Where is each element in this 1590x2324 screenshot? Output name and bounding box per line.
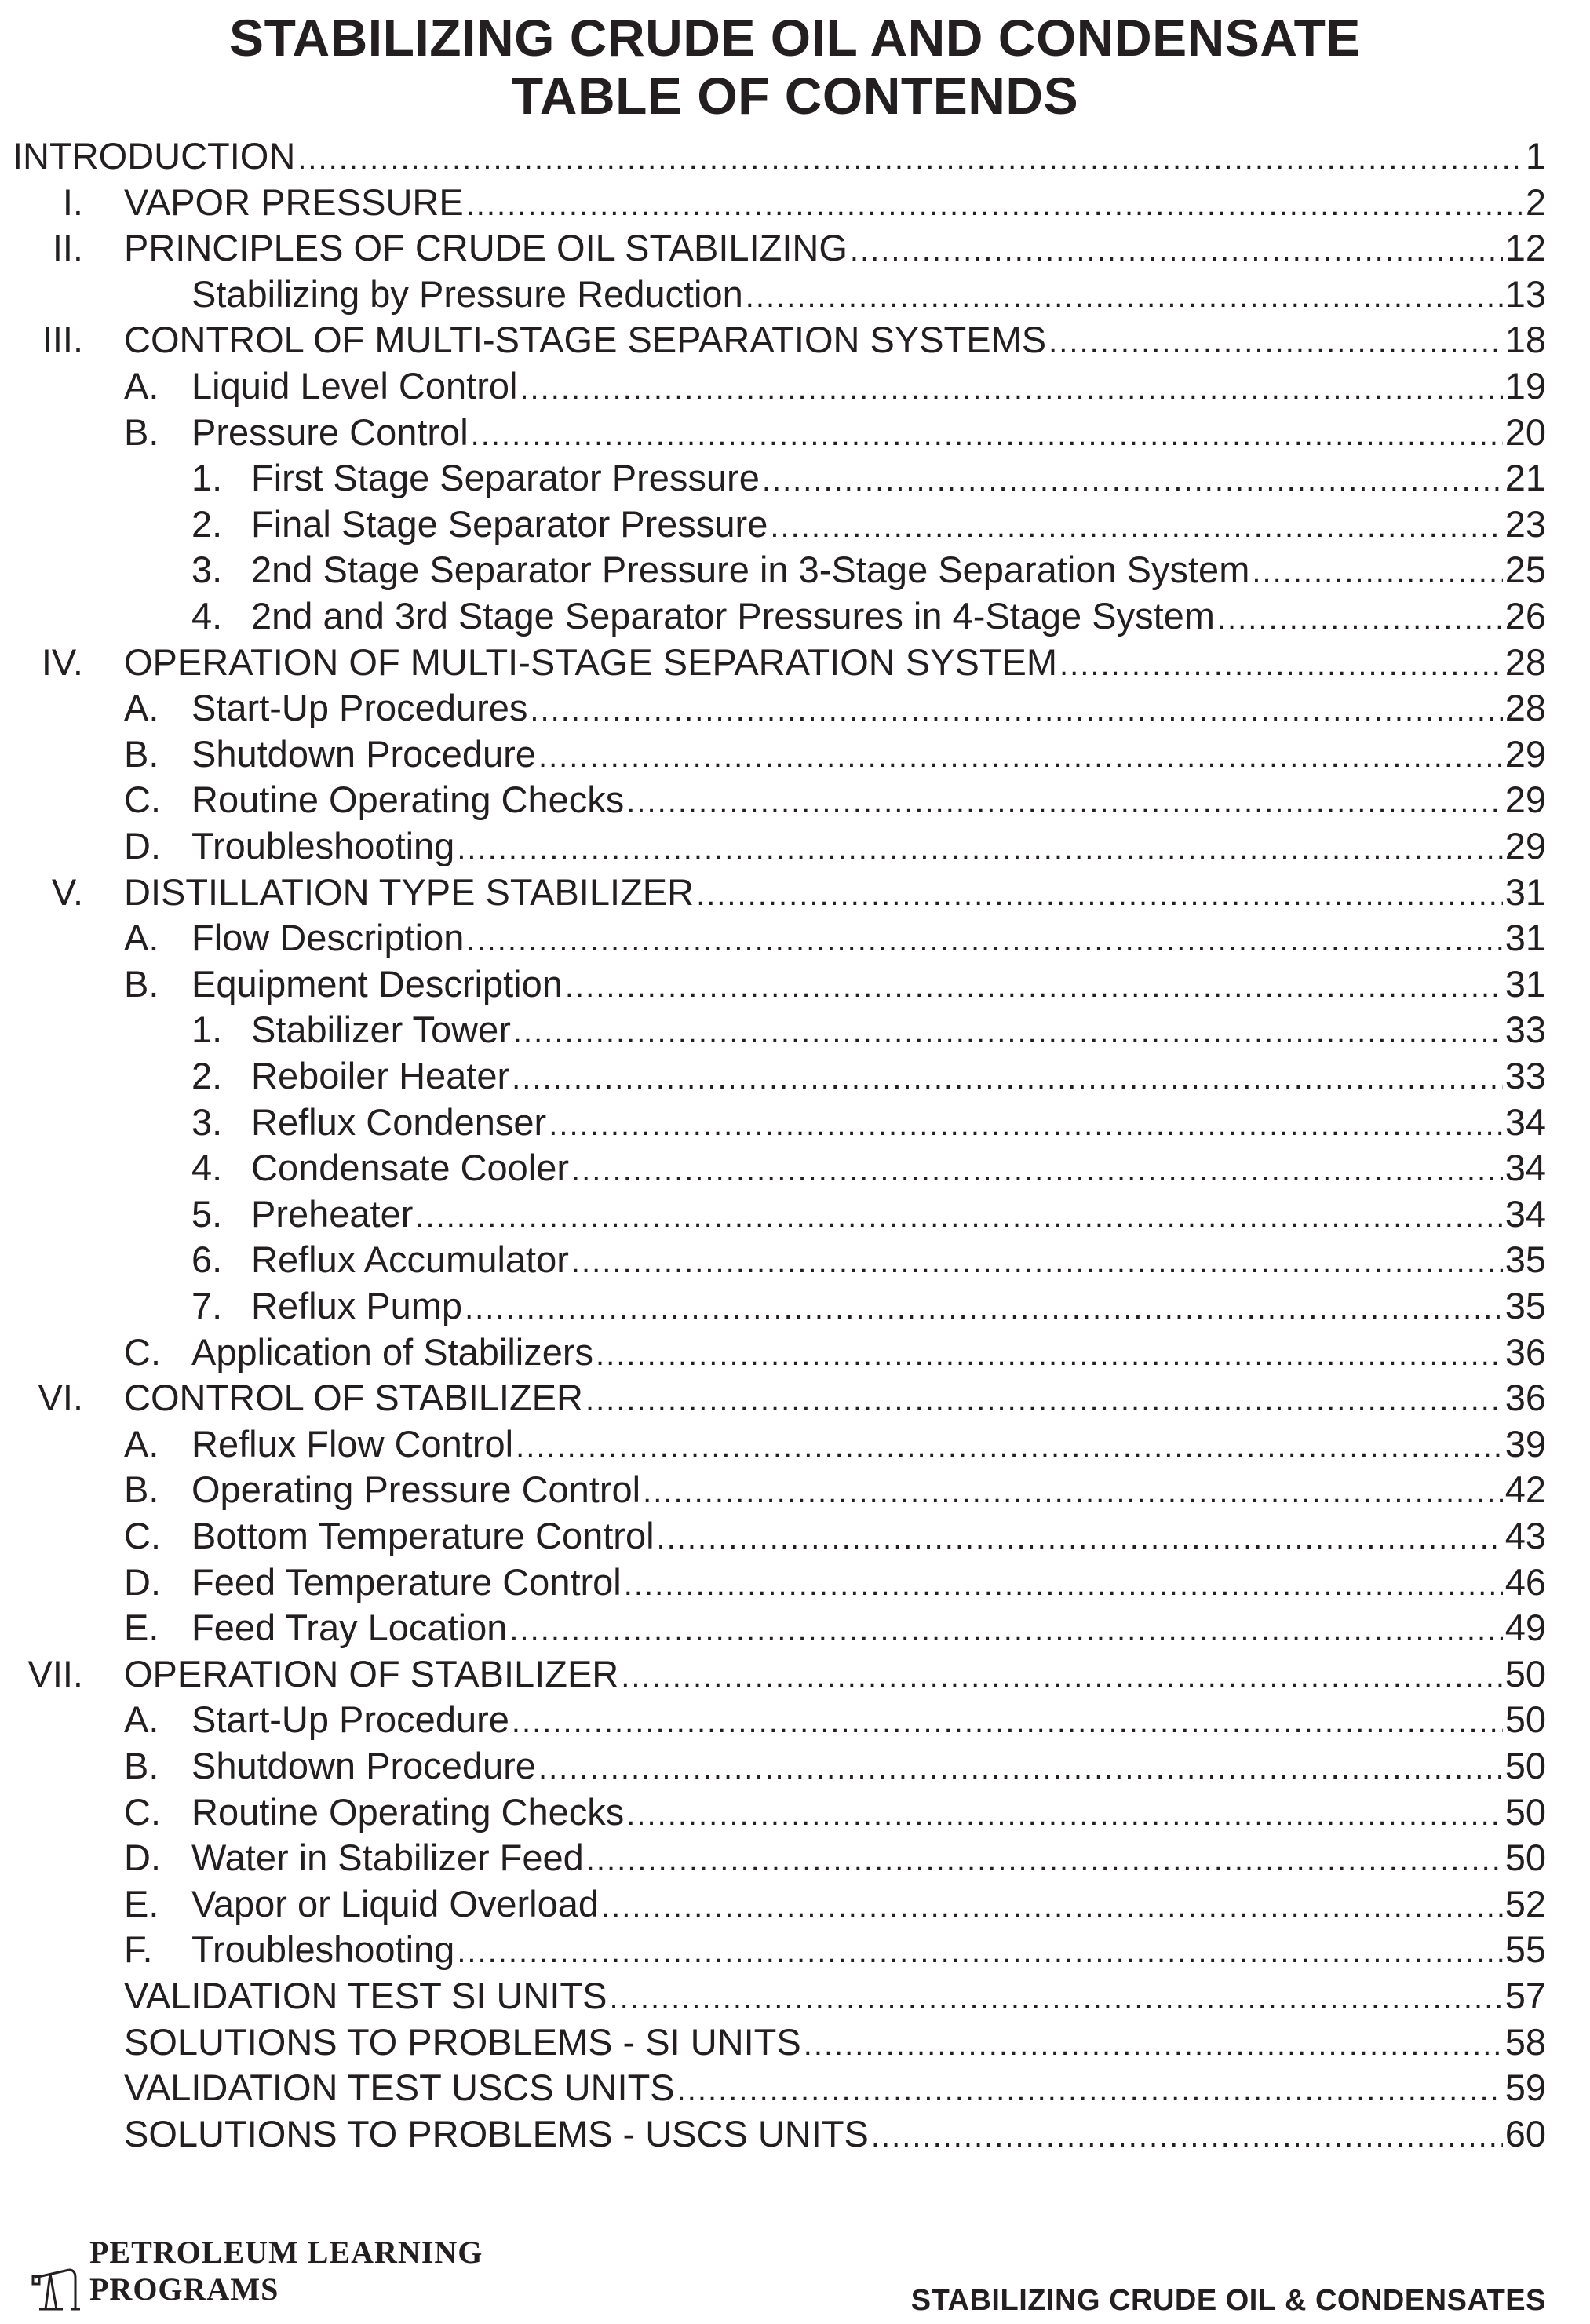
toc-entry-line bbox=[251, 1100, 1546, 1147]
toc-entry-line bbox=[124, 870, 1546, 918]
toc-entry-marker: B. bbox=[124, 410, 159, 453]
leader-dots bbox=[746, 274, 1503, 319]
toc-entry bbox=[0, 2019, 1590, 2065]
toc-entry-page: 42 bbox=[1504, 1468, 1546, 1511]
leader-dots bbox=[1059, 642, 1503, 688]
toc-entry-title: Application of Stabilizers bbox=[191, 1330, 594, 1373]
toc-entry-line bbox=[191, 1421, 1546, 1469]
leader-dots bbox=[538, 1746, 1503, 1791]
toc-entry-line bbox=[124, 2111, 1546, 2159]
toc-entry-marker: C. bbox=[124, 779, 161, 821]
leader-dots bbox=[657, 1516, 1503, 1561]
toc-entry-page: 28 bbox=[1504, 687, 1546, 729]
toc-entry-title: Liquid Level Control bbox=[191, 365, 518, 407]
toc-entry-line bbox=[124, 1973, 1546, 2021]
leader-dots bbox=[512, 1699, 1503, 1745]
toc-entry bbox=[0, 1605, 1590, 1651]
toc-entry-title: 2nd and 3rd Stage Separator Pressures in 4-Stage System bbox=[251, 595, 1215, 637]
toc-entry bbox=[0, 1743, 1590, 1789]
toc-entry-numeral: V. bbox=[51, 870, 83, 913]
leader-dots bbox=[549, 1102, 1503, 1147]
toc-entry-page: 36 bbox=[1504, 1330, 1546, 1373]
leader-dots bbox=[601, 1884, 1503, 1929]
toc-entry-page: 28 bbox=[1504, 640, 1546, 683]
toc-entry-page: 58 bbox=[1504, 2020, 1546, 2063]
leader-dots bbox=[585, 1377, 1503, 1423]
toc-entry bbox=[0, 272, 1590, 317]
toc-entry bbox=[0, 1560, 1590, 1605]
toc-entry-page: 49 bbox=[1504, 1607, 1546, 1649]
toc-entry-page: 2 bbox=[1525, 181, 1546, 223]
toc-entry-title: VALIDATION TEST SI UNITS bbox=[124, 1975, 607, 2016]
toc-entry-line bbox=[191, 1697, 1546, 1745]
toc-entry-marker: A. bbox=[124, 365, 159, 407]
toc-entry-page: 50 bbox=[1504, 1790, 1546, 1833]
toc-entry-marker: A. bbox=[124, 1698, 159, 1741]
toc-entry-title: Routine Operating Checks bbox=[191, 1790, 625, 1833]
toc-entry-title: DISTILLATION TYPE STABILIZER bbox=[124, 870, 695, 913]
toc-entry bbox=[0, 1145, 1590, 1191]
toc-entry-page: 21 bbox=[1504, 457, 1546, 499]
toc-entry-page: 20 bbox=[1504, 410, 1546, 453]
toc-entry-line bbox=[124, 2019, 1546, 2067]
toc-entry-page: 31 bbox=[1504, 870, 1546, 913]
toc-entry-line bbox=[191, 1743, 1546, 1791]
running-footer: STABILIZING CRUDE OIL & CONDENSATES bbox=[910, 2284, 1546, 2317]
toc-entry-marker: A. bbox=[124, 687, 159, 729]
leader-dots bbox=[1252, 549, 1502, 595]
toc-entry-line bbox=[13, 133, 1546, 181]
toc-entry-numeral: II. bbox=[52, 227, 83, 269]
leader-dots bbox=[596, 1332, 1503, 1377]
toc-entry bbox=[0, 2111, 1590, 2157]
toc-entry-title: Shutdown Procedure bbox=[191, 732, 536, 775]
toc-entry-page: 25 bbox=[1504, 549, 1546, 591]
toc-entry-page: 1 bbox=[1525, 135, 1546, 177]
publisher-logo bbox=[31, 2235, 518, 2312]
toc-entry-title: PRINCIPLES OF CRUDE OIL STABILIZING bbox=[124, 227, 848, 269]
toc-entry-line bbox=[191, 272, 1546, 319]
leader-dots bbox=[696, 872, 1503, 918]
toc-entry bbox=[0, 777, 1590, 823]
toc-entry bbox=[0, 961, 1590, 1007]
toc-entry bbox=[0, 1927, 1590, 1972]
toc-entry-page: 35 bbox=[1504, 1285, 1546, 1326]
toc-entry-page: 33 bbox=[1504, 1009, 1546, 1051]
toc-entry-title: Reflux Flow Control bbox=[191, 1422, 514, 1465]
toc-entry bbox=[0, 1237, 1590, 1282]
toc-entry-marker: B. bbox=[124, 1745, 159, 1786]
toc-entry-marker: 2. bbox=[191, 502, 223, 545]
toc-entry-marker: 2. bbox=[191, 1055, 223, 1096]
toc-entry-page: 18 bbox=[1504, 319, 1546, 361]
toc-entry-page: 50 bbox=[1504, 1837, 1546, 1879]
toc-entry-title: Feed Tray Location bbox=[191, 1607, 508, 1649]
toc-entry-marker: D. bbox=[124, 1837, 161, 1879]
toc-entry-page: 52 bbox=[1504, 1882, 1546, 1925]
toc-entry-title: Water in Stabilizer Feed bbox=[191, 1837, 584, 1879]
toc-entry-page: 60 bbox=[1504, 2112, 1546, 2154]
toc-entry-marker: 4. bbox=[191, 595, 223, 637]
leader-dots bbox=[471, 412, 1503, 458]
toc-entry bbox=[0, 1835, 1590, 1881]
toc-entry-line bbox=[191, 1513, 1546, 1561]
toc-entry-page: 36 bbox=[1504, 1377, 1546, 1419]
toc-entry-page: 34 bbox=[1504, 1147, 1546, 1189]
leader-dots bbox=[770, 504, 1502, 549]
leader-dots bbox=[513, 1009, 1503, 1055]
toc-entry bbox=[0, 915, 1590, 961]
toc-entry-title: 2nd Stage Separator Pressure in 3-Stage Separation System bbox=[251, 549, 1250, 591]
leader-dots bbox=[626, 779, 1502, 825]
toc-entry-title: Stabilizing by Pressure Reduction bbox=[191, 272, 743, 315]
leader-dots bbox=[512, 1056, 1503, 1101]
toc-entry-page: 43 bbox=[1504, 1515, 1546, 1556]
toc-entry-title: Stabilizer Tower bbox=[251, 1009, 511, 1051]
toc-entry-line bbox=[191, 915, 1546, 963]
toc-entry bbox=[0, 410, 1590, 455]
toc-entry bbox=[0, 1881, 1590, 1927]
toc-entry-title: CONTROL OF STABILIZER bbox=[124, 1377, 583, 1419]
toc-entry-page: 50 bbox=[1504, 1652, 1546, 1695]
toc-entry-line bbox=[191, 410, 1546, 458]
toc-entry-line bbox=[191, 1790, 1546, 1837]
toc-entry bbox=[0, 1100, 1590, 1145]
toc-entry bbox=[0, 640, 1590, 685]
toc-entry-title: INTRODUCTION bbox=[13, 135, 296, 177]
toc-entry-title: Operating Pressure Control bbox=[191, 1468, 641, 1511]
toc-entry-line bbox=[124, 317, 1546, 365]
toc-entry-page: 55 bbox=[1504, 1928, 1546, 1971]
toc-entry-marker: 6. bbox=[191, 1239, 223, 1281]
toc-entry bbox=[0, 1651, 1590, 1697]
toc-entry bbox=[0, 2065, 1590, 2111]
toc-entry bbox=[0, 685, 1590, 731]
toc-entry-title: SOLUTIONS TO PROBLEMS - USCS UNITS bbox=[124, 2112, 869, 2154]
toc-entry-marker: E. bbox=[124, 1607, 159, 1649]
toc-entry-marker: 1. bbox=[191, 1009, 223, 1051]
toc-entry-marker: 7. bbox=[191, 1285, 223, 1326]
toc-entry-page: 23 bbox=[1504, 502, 1546, 545]
leader-dots bbox=[415, 1194, 1502, 1239]
toc-entry-title: First Stage Separator Pressure bbox=[251, 457, 760, 499]
toc-entry-line bbox=[191, 1605, 1546, 1653]
toc-entry-page: 29 bbox=[1504, 825, 1546, 866]
toc-entry bbox=[0, 547, 1590, 593]
toc-entry bbox=[0, 1513, 1590, 1559]
leader-dots bbox=[538, 734, 1503, 779]
leader-dots bbox=[516, 1424, 1503, 1469]
leader-dots bbox=[643, 1469, 1503, 1515]
leader-dots bbox=[871, 2114, 1503, 2159]
leader-dots bbox=[850, 228, 1503, 273]
toc-entry-line bbox=[191, 823, 1546, 871]
toc-entry bbox=[0, 731, 1590, 777]
toc-entry-line bbox=[124, 1375, 1546, 1423]
toc-entry bbox=[0, 502, 1590, 547]
toc-entry-title: Shutdown Procedure bbox=[191, 1745, 536, 1786]
toc-entry-line bbox=[191, 1467, 1546, 1515]
toc-entry bbox=[0, 133, 1590, 179]
leader-dots bbox=[762, 458, 1503, 503]
toc-entry-title: Troubleshooting bbox=[191, 1928, 455, 1971]
leader-dots bbox=[804, 2022, 1503, 2067]
leader-dots bbox=[297, 136, 1523, 181]
toc-entry-marker: D. bbox=[124, 1560, 161, 1603]
oil-pump-jack-icon bbox=[31, 2262, 82, 2312]
toc-entry-line bbox=[251, 502, 1546, 549]
toc-entry-line bbox=[251, 1191, 1546, 1239]
toc-entry bbox=[0, 1330, 1590, 1375]
toc-entry-line bbox=[191, 1835, 1546, 1883]
toc-entry-title: VALIDATION TEST USCS UNITS bbox=[124, 2067, 675, 2109]
toc-entry bbox=[0, 1053, 1590, 1099]
toc-entry bbox=[0, 317, 1590, 363]
leader-dots bbox=[624, 1562, 1503, 1607]
toc-entry-line bbox=[124, 1651, 1546, 1699]
leader-dots bbox=[626, 1792, 1502, 1837]
toc-entry-marker: F. bbox=[124, 1928, 153, 1971]
leader-dots bbox=[586, 1837, 1503, 1883]
toc-entry-line bbox=[191, 731, 1546, 779]
toc-entry bbox=[0, 1191, 1590, 1237]
toc-entry bbox=[0, 1007, 1590, 1053]
toc-entry-marker: 1. bbox=[191, 457, 223, 499]
leader-dots bbox=[571, 1147, 1503, 1193]
toc-entry-page: 46 bbox=[1504, 1560, 1546, 1603]
toc-entry-page: 29 bbox=[1504, 779, 1546, 821]
toc-entry-title: Bottom Temperature Control bbox=[191, 1515, 655, 1556]
toc-entry-page: 34 bbox=[1504, 1100, 1546, 1143]
toc-entry-line bbox=[251, 1053, 1546, 1101]
toc-entry-marker: B. bbox=[124, 962, 159, 1005]
toc-entry-line bbox=[251, 1007, 1546, 1055]
toc-entry-marker: C. bbox=[124, 1790, 161, 1833]
toc-entry bbox=[0, 225, 1590, 271]
leader-dots bbox=[457, 1929, 1502, 1975]
toc-entry-line bbox=[124, 640, 1546, 688]
toc-entry-title: OPERATION OF STABILIZER bbox=[124, 1652, 619, 1695]
toc-entry-title: Pressure Control bbox=[191, 410, 469, 453]
toc-entry-page: 50 bbox=[1504, 1698, 1546, 1741]
toc-entry-numeral: IV. bbox=[41, 640, 83, 683]
leader-dots bbox=[609, 1976, 1502, 2021]
toc-entry-page: 39 bbox=[1504, 1422, 1546, 1465]
toc-entry-line bbox=[251, 547, 1546, 595]
toc-entry-line bbox=[251, 455, 1546, 503]
toc-entry-line bbox=[191, 363, 1546, 411]
toc-entry-page: 31 bbox=[1504, 917, 1546, 959]
toc-entry-page: 35 bbox=[1504, 1239, 1546, 1281]
toc-entry-line bbox=[191, 1927, 1546, 1975]
toc-entry bbox=[0, 1467, 1590, 1512]
toc-entry-title: CONTROL OF MULTI-STAGE SEPARATION SYSTEMS bbox=[124, 319, 1047, 361]
leader-dots bbox=[1217, 596, 1503, 641]
document-subtitle: TABLE OF CONTENDS bbox=[511, 67, 1079, 125]
toc-entry-title: Reflux Pump bbox=[251, 1285, 463, 1326]
leader-dots bbox=[457, 826, 1502, 871]
toc-entry-title: Reflux Accumulator bbox=[251, 1239, 569, 1281]
toc-entry bbox=[0, 1790, 1590, 1835]
toc-entry bbox=[0, 1375, 1590, 1421]
toc-entry-page: 59 bbox=[1504, 2067, 1546, 2109]
leader-dots bbox=[520, 366, 1502, 411]
toc-entry-title: Preheater bbox=[251, 1192, 414, 1235]
toc-entry-line bbox=[124, 225, 1546, 273]
leader-dots bbox=[509, 1607, 1502, 1653]
toc-entry bbox=[0, 823, 1590, 869]
toc-entry-line bbox=[191, 685, 1546, 733]
toc-entry-title: Vapor or Liquid Overload bbox=[191, 1882, 600, 1925]
toc-entry bbox=[0, 363, 1590, 409]
toc-entry-line bbox=[191, 1881, 1546, 1929]
toc-entry-page: 13 bbox=[1504, 272, 1546, 315]
toc-entry-title: Flow Description bbox=[191, 917, 465, 959]
leader-dots bbox=[621, 1654, 1502, 1699]
toc-entry-line bbox=[191, 777, 1546, 825]
toc-entry-line bbox=[251, 593, 1546, 641]
toc-entry-title: Condensate Cooler bbox=[251, 1147, 569, 1189]
toc-entry-title: Troubleshooting bbox=[191, 825, 455, 866]
leader-dots bbox=[1048, 319, 1503, 365]
leader-dots bbox=[530, 688, 1502, 733]
toc-entry-title: Equipment Description bbox=[191, 962, 563, 1005]
toc-entry-line bbox=[251, 1145, 1546, 1193]
toc-entry-marker: 4. bbox=[191, 1147, 223, 1189]
toc-entry-page: 31 bbox=[1504, 962, 1546, 1005]
toc-entry-page: 29 bbox=[1504, 732, 1546, 775]
toc-entry-marker: B. bbox=[124, 1468, 159, 1511]
toc-entry bbox=[0, 455, 1590, 501]
toc-entry-page: 33 bbox=[1504, 1055, 1546, 1096]
toc-entry-numeral: VII. bbox=[27, 1652, 83, 1695]
toc-entry-title: Feed Temperature Control bbox=[191, 1560, 622, 1603]
leader-dots bbox=[565, 964, 1503, 1009]
toc-entry-numeral: VI. bbox=[38, 1377, 83, 1419]
leader-dots bbox=[466, 918, 1502, 963]
toc-entry bbox=[0, 870, 1590, 915]
toc-entry-marker: B. bbox=[124, 732, 159, 775]
toc-entry-line bbox=[124, 2065, 1546, 2113]
toc-entry-numeral: I. bbox=[62, 181, 83, 223]
toc-entry-page: 12 bbox=[1504, 227, 1546, 269]
toc-entry-marker: D. bbox=[124, 825, 161, 866]
toc-entry bbox=[0, 180, 1590, 225]
toc-entry bbox=[0, 593, 1590, 639]
toc-entry-marker: A. bbox=[124, 917, 159, 959]
toc-entry-title: Final Stage Separator Pressure bbox=[251, 502, 768, 545]
toc-entry-line bbox=[251, 1283, 1546, 1331]
toc-entry bbox=[0, 1421, 1590, 1467]
toc-entry-page: 50 bbox=[1504, 1745, 1546, 1786]
toc-entry-page: 19 bbox=[1504, 365, 1546, 407]
toc-entry-numeral: III. bbox=[42, 319, 83, 361]
toc-entry-marker: C. bbox=[124, 1330, 161, 1373]
toc-entry-marker: C. bbox=[124, 1515, 161, 1556]
toc-entry-page: 34 bbox=[1504, 1192, 1546, 1235]
toc-entry-title: Reflux Condenser bbox=[251, 1100, 547, 1143]
toc-entry-line bbox=[251, 1237, 1546, 1285]
toc-entry-marker: 3. bbox=[191, 1100, 223, 1143]
toc-entry-line bbox=[191, 1330, 1546, 1377]
leader-dots bbox=[466, 182, 1523, 228]
toc-entry-title: Routine Operating Checks bbox=[191, 779, 625, 821]
leader-dots bbox=[677, 2067, 1503, 2113]
publisher-logo-text: PETROLEUM LEARNING PROGRAMS bbox=[89, 2235, 483, 2307]
toc-entry-page: 57 bbox=[1504, 1975, 1546, 2016]
toc-entry-line bbox=[191, 961, 1546, 1009]
toc-entry bbox=[0, 1283, 1590, 1329]
leader-dots bbox=[571, 1239, 1503, 1285]
toc-entry-marker: 5. bbox=[191, 1192, 223, 1235]
toc-entry-page: 26 bbox=[1504, 595, 1546, 637]
toc-entry-marker: A. bbox=[124, 1422, 159, 1465]
toc-entry-title: OPERATION OF MULTI-STAGE SEPARATION SYSTEM bbox=[124, 640, 1058, 683]
toc-entry-line bbox=[191, 1560, 1546, 1607]
toc-entry-marker: E. bbox=[124, 1882, 159, 1925]
toc-entry-title: Reboiler Heater bbox=[251, 1055, 510, 1096]
toc-entry-marker: 3. bbox=[191, 549, 223, 591]
document-title: STABILIZING CRUDE OIL AND CONDENSATE bbox=[229, 9, 1361, 67]
toc-entry-title: Start-Up Procedure bbox=[191, 1698, 509, 1741]
toc-entry bbox=[0, 1973, 1590, 2019]
toc-entry-title: VAPOR PRESSURE bbox=[124, 181, 464, 223]
toc-entry-line bbox=[124, 180, 1546, 228]
toc-entry bbox=[0, 1697, 1590, 1742]
toc-entry-title: SOLUTIONS TO PROBLEMS - SI UNITS bbox=[124, 2020, 801, 2063]
toc-entry-title: Start-Up Procedures bbox=[191, 687, 528, 729]
leader-dots bbox=[465, 1286, 1503, 1331]
